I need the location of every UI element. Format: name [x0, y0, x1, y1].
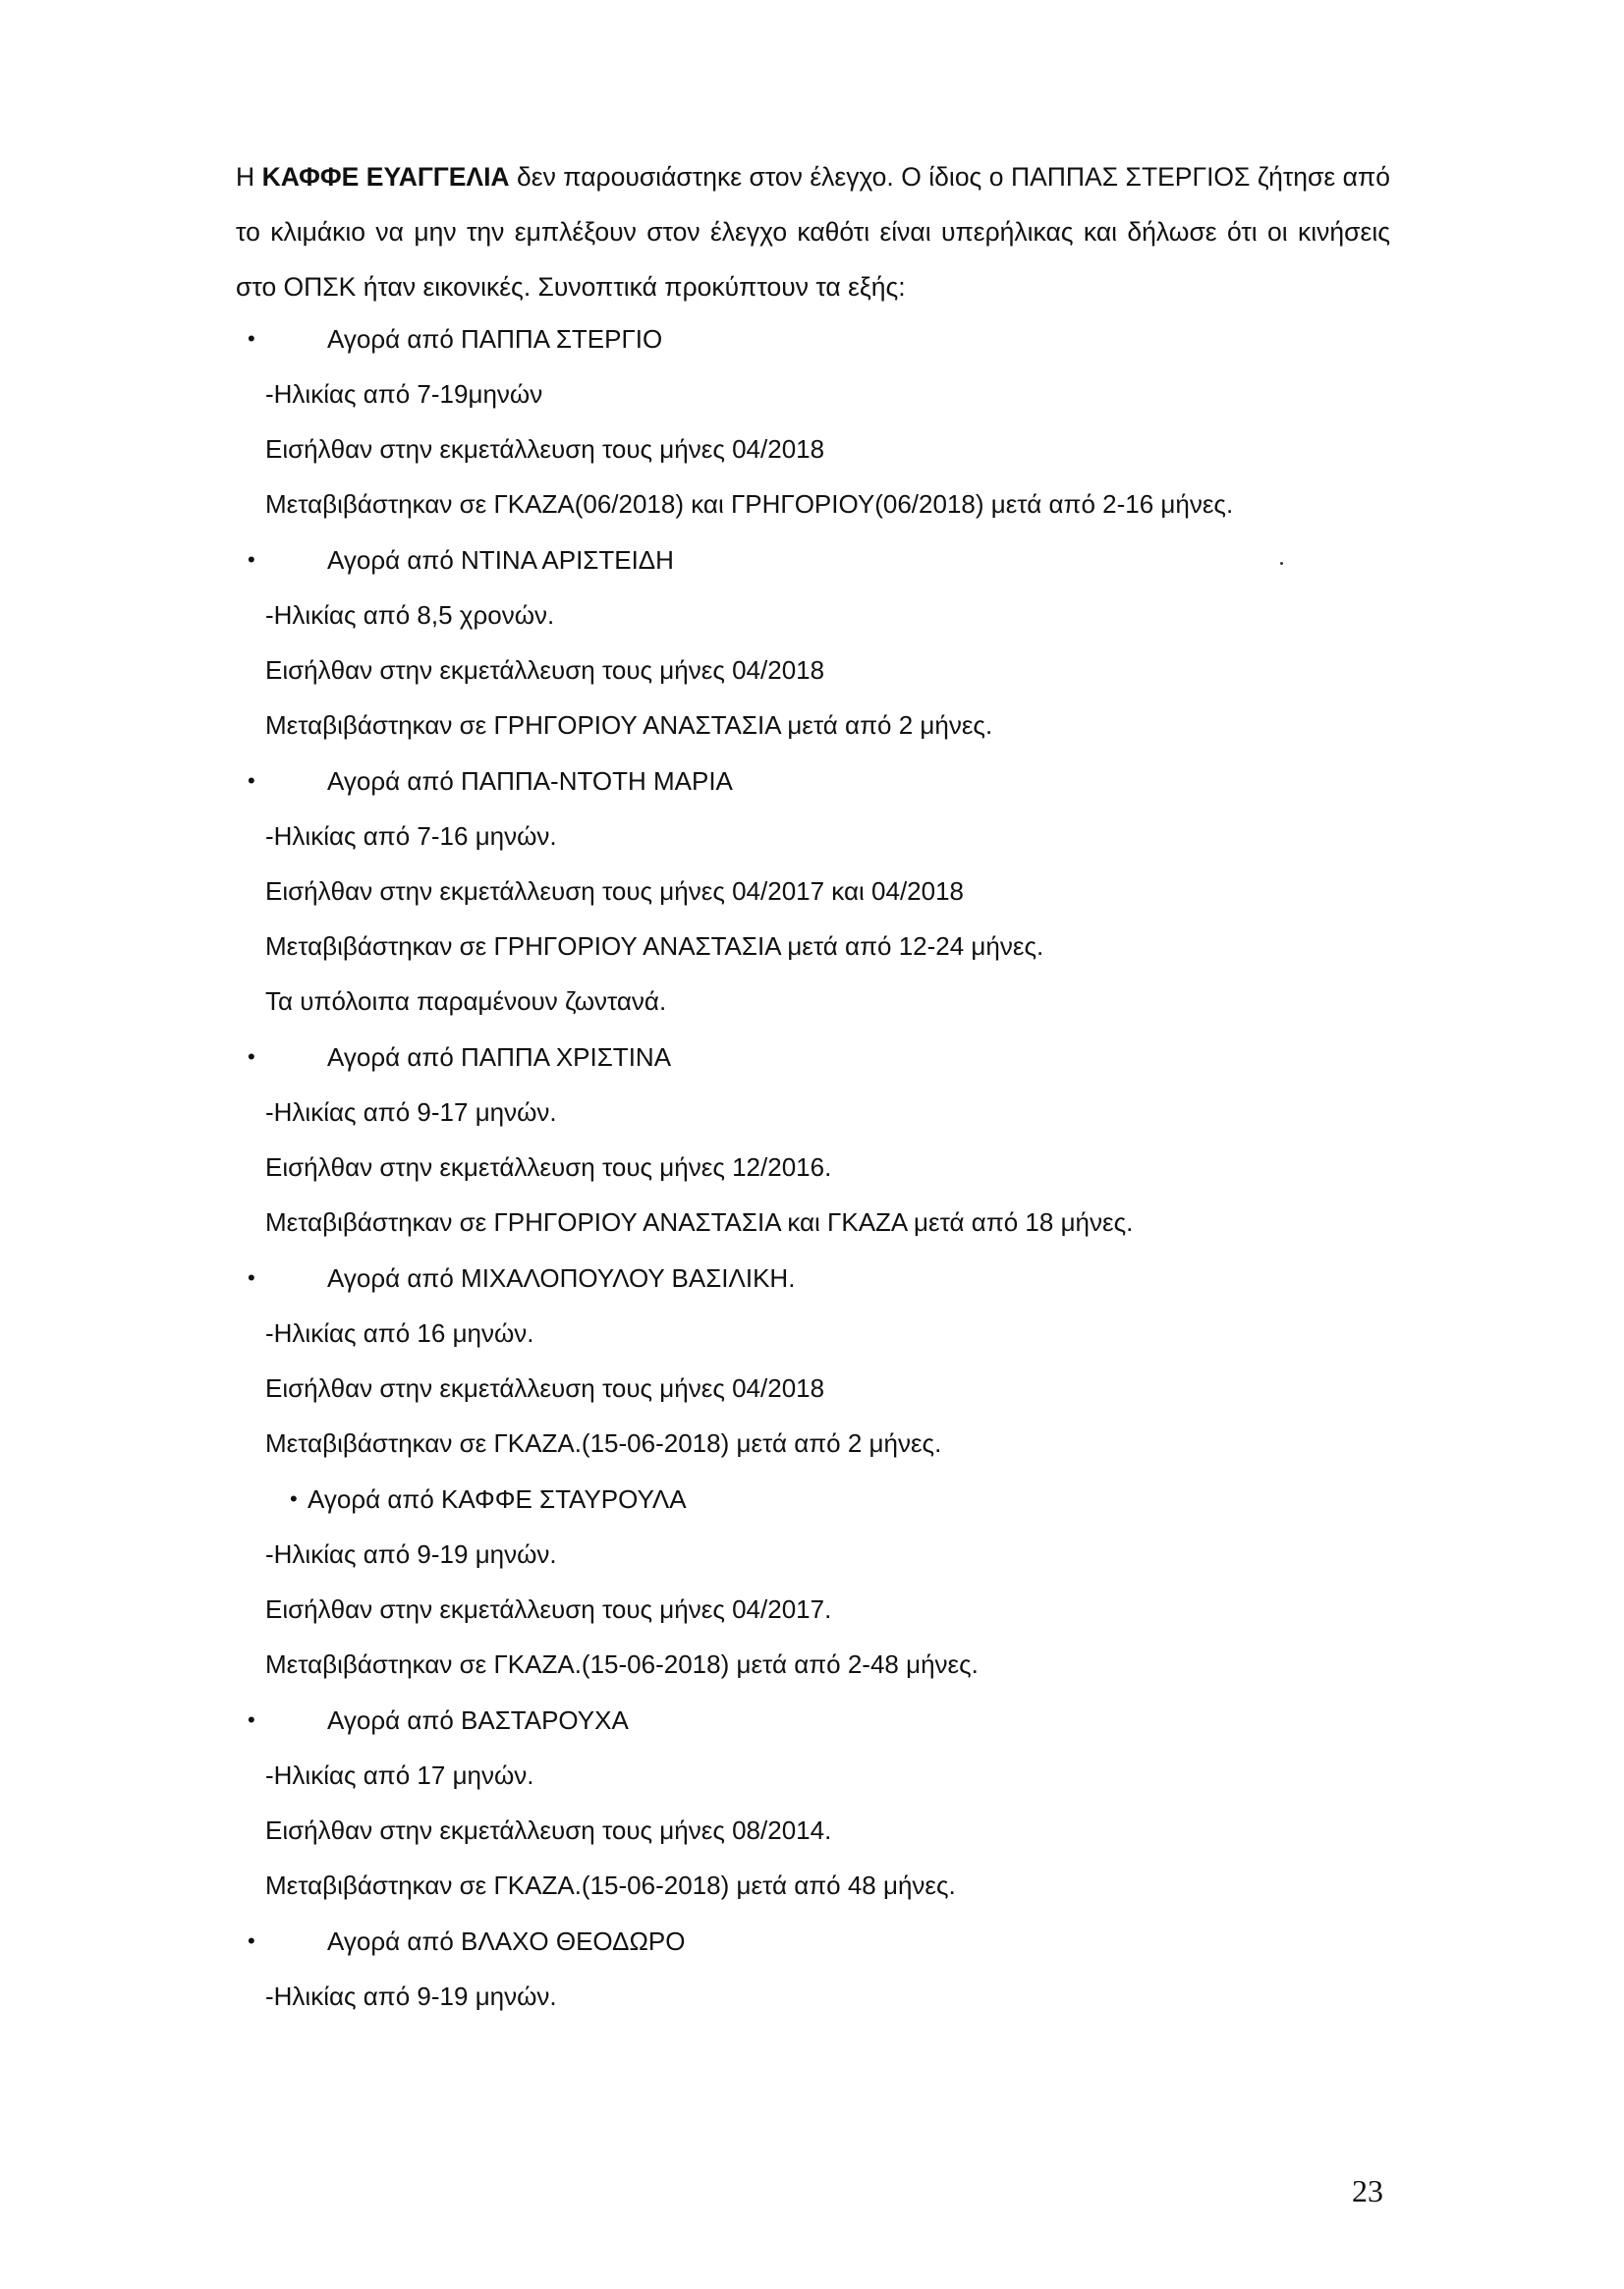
purchase-heading-text: Αγορά από ΒΑΣΤΑΡΟΥΧΑ	[327, 1705, 629, 1735]
purchase-detail-line: Μεταβιβάστηκαν σε ΓΚΑΖΑ.(15-06-2018) μετά από 48 μήνες.	[265, 1870, 956, 1900]
bullet-icon: •	[248, 1928, 255, 1953]
purchase-detail-line: Εισήλθαν στην εκμετάλλευση τους μήνες 08/2014.	[265, 1815, 832, 1845]
purchase-heading-text: Αγορά από ΝΤΙΝΑ ΑΡΙΣΤΕΙΔΗ	[327, 545, 674, 575]
purchase-detail-line: Εισήλθαν στην εκμετάλλευση τους μήνες 04/2018	[265, 1373, 825, 1403]
intro-text: δεν παρουσιάστηκε στον έλεγχο. Ο ίδιος ο ΠΑΠΠΑΣ ΣΤΕΡΓΙΟΣ ζήτησε από το κλιμάκιο να μην την εμπλέξουν στον έλεγχο καθότι είναι υπερήλικας και δήλωσε ότι οι κινήσεις στο ΟΠΣΚ ήταν εικονικές. Συνοπτικά προκύπτουν τα εξής:	[236, 162, 1390, 302]
purchase-heading	[0, 311, 1624, 366]
purchase-detail-line: -Ηλικίας από 9-17 μηνών.	[265, 1097, 557, 1127]
purchase-detail-line: Μεταβιβάστηκαν σε ΓΚΑΖΑ(06/2018) και ΓΡΗΓΟΡΙΟΥ(06/2018) μετά από 2-16 μήνες.	[265, 489, 1234, 519]
purchase-detail-line: -Ηλικίας από 9-19 μηνών.	[265, 1539, 557, 1569]
bullet-icon: •	[248, 1707, 255, 1732]
purchase-detail-line: Εισήλθαν στην εκμετάλλευση τους μήνες 12/2016.	[265, 1152, 832, 1182]
bullet-icon: •	[248, 1265, 255, 1290]
purchase-detail-line: Εισήλθαν στην εκμετάλλευση τους μήνες 04/2017 και 04/2018	[265, 876, 965, 906]
purchase-detail-line: Μεταβιβάστηκαν σε ΓΚΑΖΑ.(15-06-2018) μετά από 2 μήνες.	[265, 1428, 942, 1458]
intro-prefix: Η	[236, 162, 262, 192]
purchase-heading	[0, 1251, 1624, 1306]
purchase-item	[0, 532, 1624, 753]
purchase-heading-text: Αγορά από ΒΛΑΧΟ ΘΕΟΔΩΡΟ	[327, 1926, 686, 1956]
intro-bold-name: ΚΑΦΦΕ ΕΥΑΓΓΕΛΙΑ	[261, 162, 510, 192]
page-number: 23	[1352, 2173, 1383, 2208]
purchase-heading	[0, 1030, 1624, 1085]
purchase-heading-text: Αγορά από ΠΑΠΠΑ ΣΤΕΡΓΙΟ	[327, 324, 663, 354]
purchase-heading-text: Αγορά από ΚΑΦΦΕ ΣΤΑΥΡΟΥΛΑ	[308, 1484, 687, 1514]
purchase-heading	[0, 532, 1624, 587]
intro-paragraph	[236, 149, 1390, 314]
purchase-detail-line: Μεταβιβάστηκαν σε ΓΡΗΓΟΡΙΟΥ ΑΝΑΣΤΑΣΙΑ μετά από 12-24 μήνες.	[265, 931, 1044, 961]
bullet-icon: •	[290, 1486, 298, 1511]
bullet-icon: •	[248, 768, 255, 793]
purchase-item	[0, 1914, 1624, 2024]
purchase-detail-line: Μεταβιβάστηκαν σε ΓΚΑΖΑ.(15-06-2018) μετά από 2-48 μήνες.	[265, 1649, 979, 1679]
purchase-item	[0, 1251, 1624, 1471]
purchase-item	[0, 1693, 1624, 1913]
bullet-icon: •	[248, 1044, 255, 1069]
purchase-item	[0, 1030, 1624, 1250]
purchase-detail-line: -Ηλικίας από 16 μηνών.	[265, 1318, 534, 1348]
purchase-detail-line: Μεταβιβάστηκαν σε ΓΡΗΓΟΡΙΟΥ ΑΝΑΣΤΑΣΙΑ μετά από 2 μήνες.	[265, 710, 993, 740]
purchase-heading-text: Αγορά από ΠΑΠΠΑ-ΝΤΟΤΗ ΜΑΡΙΑ	[327, 766, 733, 796]
purchase-item	[0, 1472, 1624, 1692]
purchase-detail-line: Εισήλθαν στην εκμετάλλευση τους μήνες 04/2018	[265, 655, 825, 685]
purchase-detail-line: -Ηλικίας από 8,5 χρονών.	[265, 600, 555, 630]
purchase-heading-text: Αγορά από ΠΑΠΠΑ ΧΡΙΣΤΙΝΑ	[327, 1042, 672, 1072]
purchase-item	[0, 311, 1624, 531]
purchase-heading-text: Αγορά από ΜΙΧΑΛΟΠΟΥΛΟΥ ΒΑΣΙΛΙΚΗ.	[327, 1263, 796, 1293]
bullet-icon: •	[248, 326, 255, 351]
purchase-heading	[0, 1472, 1624, 1527]
purchase-detail-line: -Ηλικίας από 9-19 μηνών.	[265, 1982, 557, 2011]
scan-speck	[1280, 562, 1283, 565]
purchase-detail-line: Εισήλθαν στην εκμετάλλευση τους μήνες 04/2017.	[265, 1594, 832, 1624]
purchase-detail-line: Μεταβιβάστηκαν σε ΓΡΗΓΟΡΙΟΥ ΑΝΑΣΤΑΣΙΑ και ΓΚΑΖΑ μετά από 18 μήνες.	[265, 1207, 1134, 1237]
purchase-item	[0, 754, 1624, 1029]
purchase-heading	[0, 1914, 1624, 1969]
purchase-detail-line: Τα υπόλοιπα παραμένουν ζωντανά.	[265, 986, 667, 1016]
purchase-detail-line: -Ηλικίας από 17 μηνών.	[265, 1760, 534, 1790]
purchase-detail-line: -Ηλικίας από 7-19μηνών	[265, 379, 543, 409]
bullet-icon: •	[248, 547, 255, 572]
purchase-heading	[0, 754, 1624, 809]
purchase-heading	[0, 1693, 1624, 1748]
purchase-detail-line: Εισήλθαν στην εκμετάλλευση τους μήνες 04/2018	[265, 434, 825, 464]
purchase-detail-line: -Ηλικίας από 7-16 μηνών.	[265, 821, 557, 851]
